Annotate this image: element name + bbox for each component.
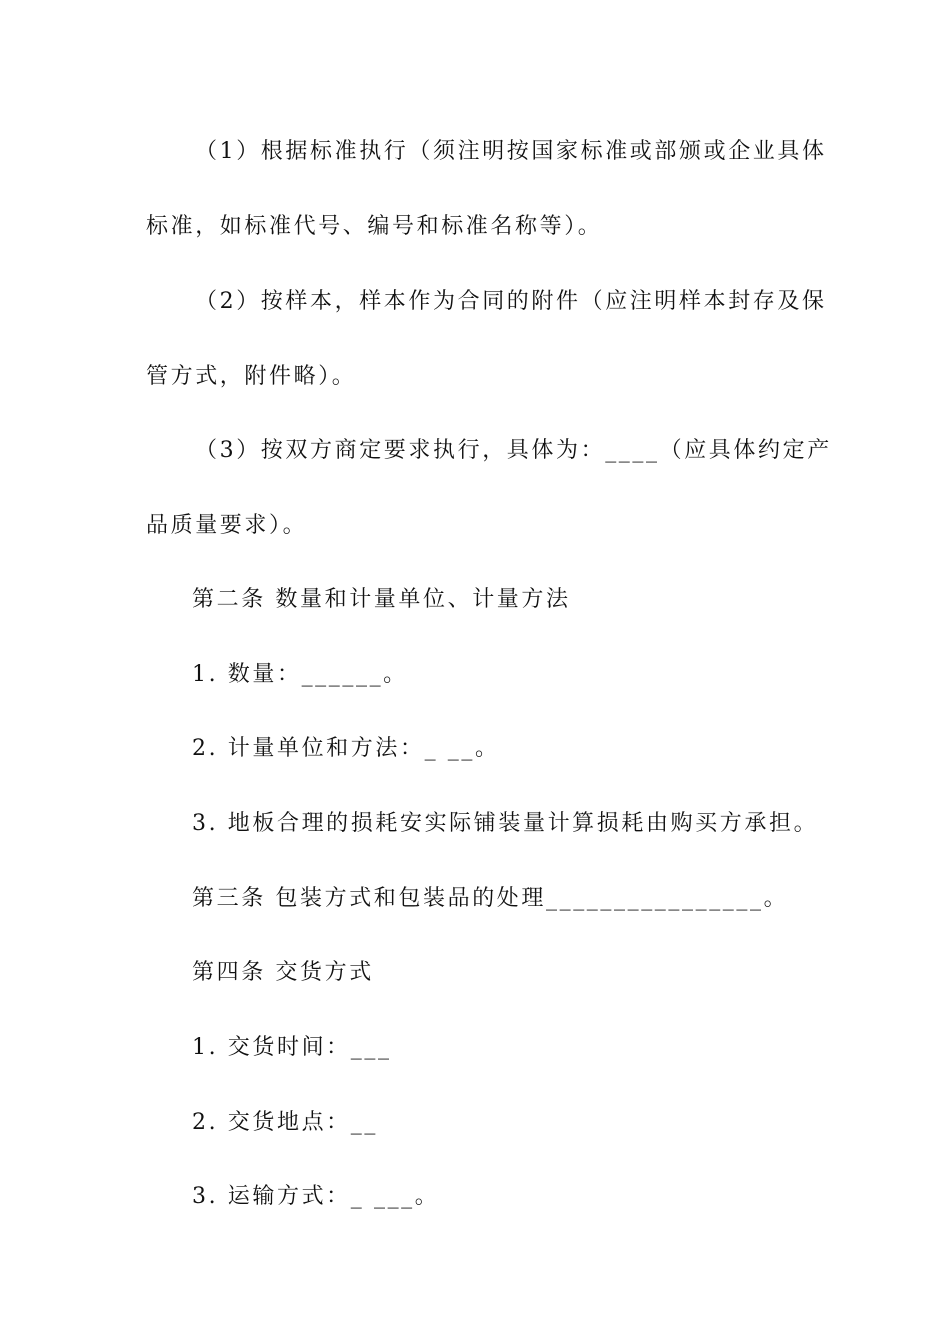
article-4-heading: 第四条 交货方式	[192, 960, 374, 985]
article-4-item-transport-method: 3. 运输方式：_ ___。	[192, 1184, 440, 1209]
paragraph-quality-standard-option-1-cont: 标准，如标准代号、编号和标准名称等）。	[146, 214, 603, 239]
article-2-item-loss: 3. 地板合理的损耗安实际铺装量计算损耗由购买方承担。	[192, 811, 819, 836]
paragraph-quality-sample-option-2-cont: 管方式，附件略）。	[146, 364, 357, 389]
article-2-item-quantity: 1. 数量：______。	[192, 662, 408, 687]
article-4-item-delivery-place: 2. 交货地点：__	[192, 1110, 378, 1135]
paragraph-quality-agreed-option-3: （3）按双方商定要求执行，具体为：____（应具体约定产	[195, 438, 832, 463]
article-2-heading: 第二条 数量和计量单位、计量方法	[192, 587, 571, 612]
article-4-item-delivery-time: 1. 交货时间：___	[192, 1035, 392, 1060]
paragraph-quality-standard-option-1: （1）根据标准执行（须注明按国家标准或部颁或企业具体	[195, 139, 827, 164]
paragraph-quality-sample-option-2: （2）按样本，样本作为合同的附件（应注明样本封存及保	[195, 289, 827, 314]
article-3-heading: 第三条 包装方式和包装品的处理________________。	[192, 886, 789, 911]
paragraph-quality-agreed-option-3-cont: 品质量要求）。	[146, 513, 308, 538]
article-2-item-unit-method: 2. 计量单位和方法：_ __。	[192, 736, 500, 761]
